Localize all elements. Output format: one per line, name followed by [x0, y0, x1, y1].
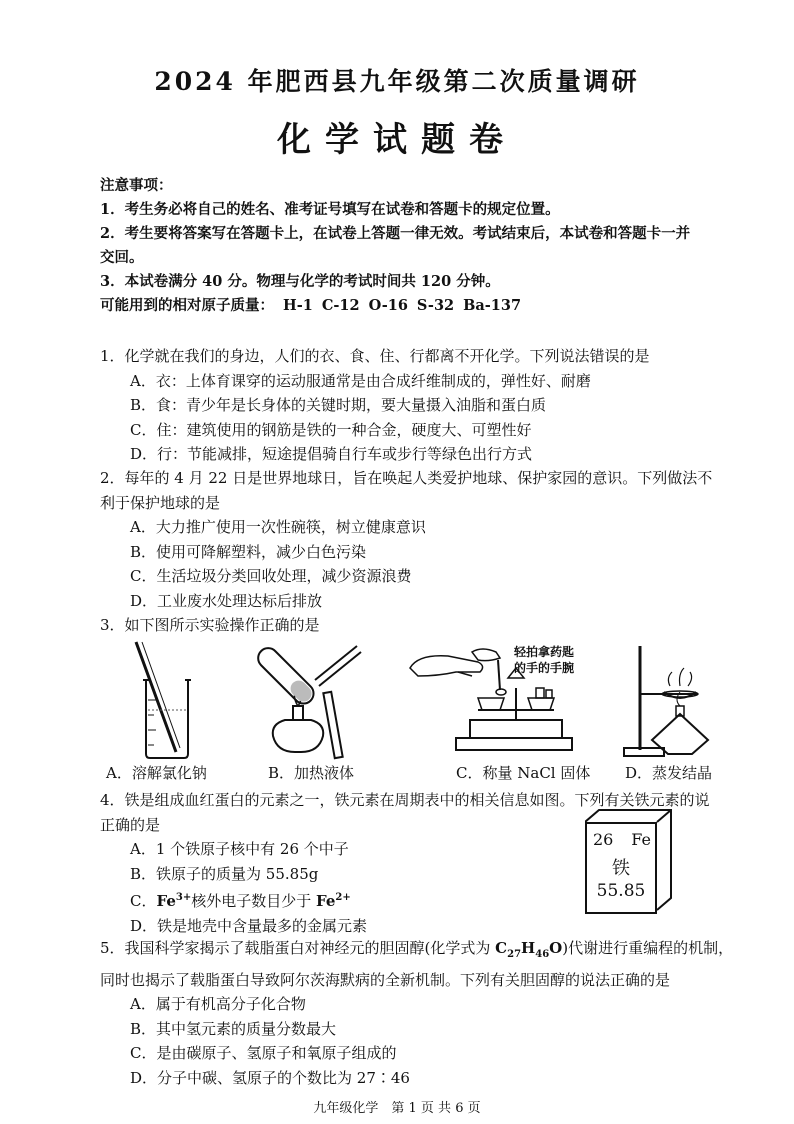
- q3-caption-a: A．溶解氯化钠: [106, 764, 207, 782]
- q3-caption-c: C．称量 NaCl 固体: [456, 764, 591, 782]
- element-name: 铁: [612, 858, 630, 879]
- question-4-stem-line2: 正确的是: [100, 815, 161, 834]
- question-2-stem-line2: 利于保护地球的是: [100, 493, 221, 512]
- note-item-3: 3．本试卷满分 40 分。物理与化学的考试时间共 120 分钟。: [100, 273, 500, 290]
- atomic-mass: 55.85: [596, 881, 646, 901]
- q5-option-b: B．其中氢元素的质量分数最大: [130, 1019, 337, 1038]
- q4-option-d: D．铁是地壳中含量最多的金属元素: [130, 916, 368, 935]
- mass-h: H-1: [283, 297, 313, 314]
- question-2: [100, 466, 740, 613]
- q2-option-c: C．生活垃圾分类回收处理，减少资源浪费: [130, 567, 412, 585]
- element-symbol: Fe: [631, 830, 651, 849]
- question-5-stem-line1: 5．我国科学家揭示了载脂蛋白对神经元的胆固醇(化学式为 $C_{27}H_{46}O$)代谢进行重编程的机制，: [100, 939, 734, 960]
- question-1-stem: 1．化学就在我们的身边，人们的衣、食、住、行都离不开化学。下列说法错误的是: [100, 347, 650, 365]
- callout-note: 轻拍拿药匙 的手的手腕: [514, 645, 575, 675]
- q1-option-b: B．食：青少年是长身体的关键时期，要大量摄入油脂和蛋白质: [130, 396, 547, 414]
- atomic-number: 26: [593, 830, 614, 849]
- question-4-stem-line1: 4．铁是组成血红蛋白的元素之一，铁元素在周期表中的相关信息如图。下列有关铁元素的说: [100, 791, 710, 809]
- iron-element-card: [585, 822, 657, 914]
- q2-option-b: B．使用可降解塑料，减少白色污染: [130, 542, 367, 561]
- atomic-masses: 可能用到的相对原子质量： H-1 C-12 O-16 S-32 Ba-137: [100, 297, 522, 314]
- q3-caption-b: B．加热液体: [268, 764, 355, 782]
- exam-subtitle: 化学试题卷: [277, 120, 517, 160]
- q4-option-c: C．$Fe^{3+}$核外电子数目少于 $Fe^{2+}$: [130, 892, 351, 910]
- q3-caption-d: D．蒸发结晶: [625, 764, 713, 782]
- evaporation-figure: [620, 642, 720, 760]
- question-5-stem-line2: 同时也揭示了载脂蛋白导致阿尔茨海默病的全新机制。下列有关胆固醇的说法正确的是: [100, 970, 671, 989]
- q4-option-a: A．1 个铁原子核中有 26 个中子: [130, 840, 349, 858]
- q2-option-a: A．大力推广使用一次性碗筷，树立健康意识: [130, 518, 426, 536]
- note-item-2: 2．考生要将答案写在答题卡上，在试卷上答题一律无效。考试结束后，本试卷和答题卡一并: [100, 225, 691, 242]
- heating-liquid-figure: [255, 640, 365, 760]
- page-footer: 九年级化学 第 1 页 共 6 页: [313, 1101, 481, 1116]
- note-item-1: 1．考生务必将自己的姓名、准考证号填写在试卷和答题卡的规定位置。: [100, 201, 560, 218]
- q5-option-d: D．分子中碳、氢原子的个数比为 27∶46: [130, 1068, 410, 1087]
- question-1: [100, 344, 740, 467]
- beaker-stirring-figure: [128, 640, 198, 760]
- q2-option-d: D．工业废水处理达标后排放: [130, 591, 323, 610]
- notes-section: [100, 174, 740, 318]
- q4-option-b: B．铁原子的质量为 55.85g: [130, 864, 319, 883]
- note-item-2-cont: 交回。: [100, 249, 144, 266]
- q1-option-a: A．衣：上体育课穿的运动服通常是由合成纤维制成的，弹性好、耐磨: [130, 371, 591, 390]
- mass-ba: Ba-137: [463, 297, 522, 314]
- q1-option-c: C．住：建筑使用的钢筋是铁的一种合金，硬度大、可塑性好: [130, 420, 532, 439]
- question-5: [100, 936, 740, 1090]
- q1-option-d: D．行：节能减排，短途提倡骑自行车或步行等绿色出行方式: [130, 445, 533, 463]
- notes-heading: 注意事项：: [100, 177, 173, 194]
- question-3: [100, 613, 740, 638]
- q5-option-c: C．是由碳原子、氢原子和氧原子组成的: [130, 1044, 397, 1062]
- question-2-stem-line1: 2．每年的 4 月 22 日是世界地球日，旨在唤起人类爱护地球、保护家园的意识。下列做法不: [100, 469, 713, 487]
- exam-title: 2024 年肥西县九年级第二次质量调研: [154, 67, 640, 96]
- mass-c: C-12: [321, 297, 360, 314]
- question-3-stem: 3．如下图所示实验操作正确的是: [100, 616, 320, 634]
- mass-o: O-16: [368, 297, 408, 314]
- mass-s: S-32: [416, 297, 455, 314]
- q5-option-a: A．属于有机高分子化合物: [130, 995, 306, 1013]
